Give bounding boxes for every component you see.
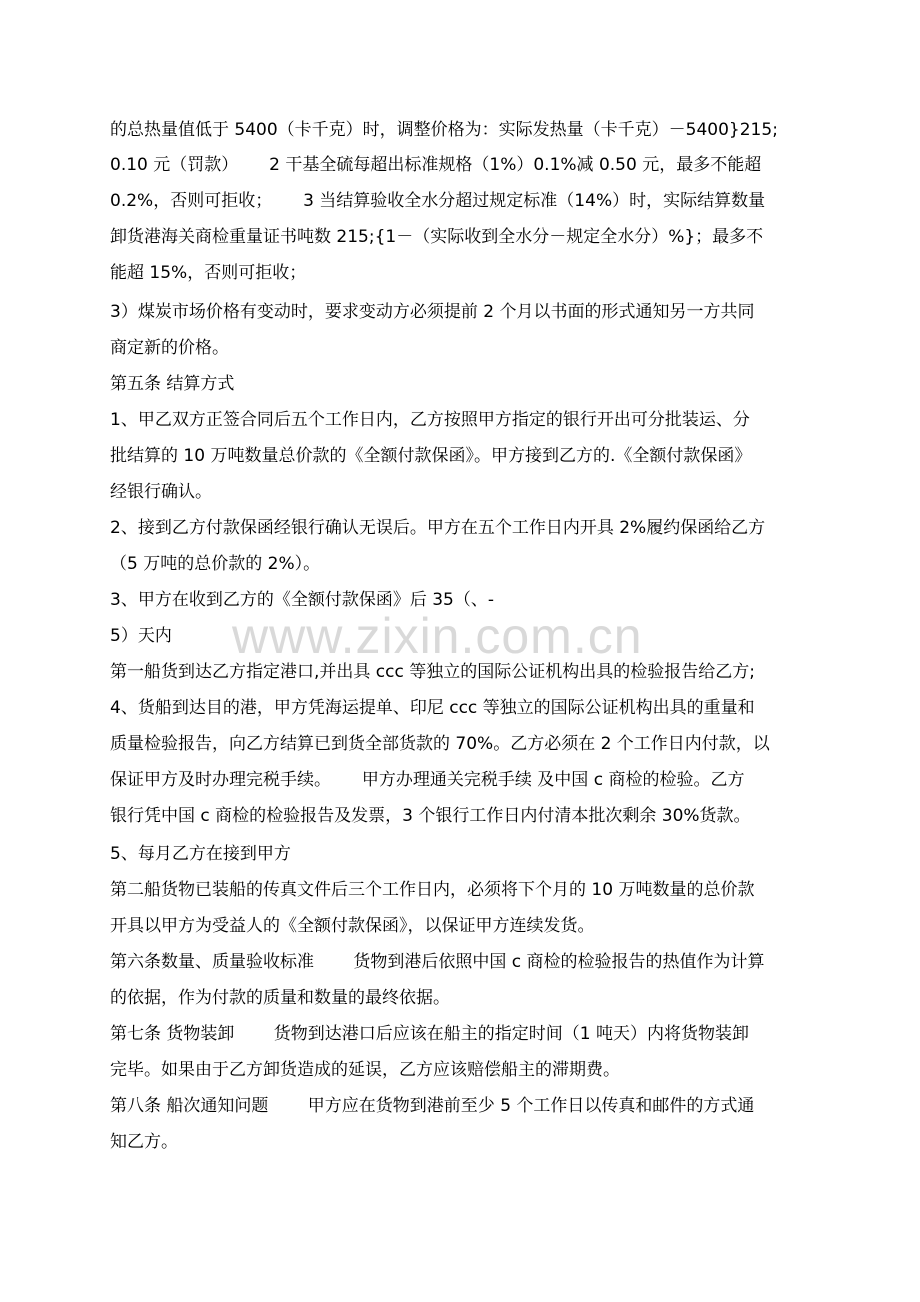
- text-line: 3）煤炭市场价格有变动时，要求变动方必须提前 2 个月以书面的形式通知另一方共同: [110, 302, 755, 322]
- watermark: www.zixin.com.cn: [232, 608, 643, 664]
- text-line: 银行凭中国 c 商检的检验报告及发票，3 个银行工作日内付清本批次剩余 30%货款。: [110, 806, 751, 826]
- text-line: 完毕。如果由于乙方卸货造成的延误，乙方应该赔偿船主的滞期费。: [110, 1060, 620, 1080]
- text-line: 保证甲方及时办理完税手续。 甲方办理通关完税手续 及中国 c 商检的检验。乙方: [110, 770, 745, 790]
- text-line: 的依据，作为付款的质量和数量的最终依据。: [110, 988, 450, 1008]
- text-line: 经银行确认。: [110, 482, 212, 502]
- text-line: 0.2%，否则可拒收； 3 当结算验收全水分超过规定标准（14%）时，实际结算数量: [110, 191, 766, 211]
- text-line: 知乙方。: [110, 1132, 178, 1152]
- text-line: 5）天内: [110, 626, 172, 646]
- text-line: 4、货船到达目的港，甲方凭海运提单、印尼 ccc 等独立的国际公证机构出具的重量和: [110, 698, 755, 718]
- section-heading: 第六条数量、质量验收标准 货物到港后依照中国 c 商检的检验报告的热值作为计算: [110, 952, 765, 972]
- section-heading: 第八条 船次通知问题 甲方应在货物到港前至少 5 个工作日以传真和邮件的方式通: [110, 1096, 755, 1116]
- text-line: 1、甲乙双方正签合同后五个工作日内，乙方按照甲方指定的银行开出可分批装运、分: [110, 410, 750, 430]
- text-line: 质量检验报告，向乙方结算已到货全部货款的 70%。乙方必须在 2 个工作日内付款，以: [110, 734, 770, 754]
- text-line: 5、每月乙方在接到甲方: [110, 844, 291, 864]
- text-line: 的总热量值低于 5400（卡千克）时，调整价格为：实际发热量（卡千克）－5400}215;: [110, 120, 778, 140]
- text-line: 批结算的 10 万吨数量总价款的《全额付款保函》。甲方接到乙方的.《全额付款保函》: [110, 446, 752, 466]
- text-line: 开具以甲方为受益人的《全额付款保函》，以保证甲方连续发货。: [110, 916, 595, 936]
- text-line: 卸货港海关商检重量证书吨数 215;{1－（实际收到全水分－规定全水分）%}；最多不: [110, 227, 764, 247]
- text-line: 2、接到乙方付款保函经银行确认无误后。甲方在五个工作日内开具 2%履约保函给乙方: [110, 518, 766, 538]
- text-line: 3、甲方在收到乙方的《全额付款保函》后 35（、-: [110, 590, 494, 610]
- text-line: （5 万吨的总价款的 2%）。: [110, 554, 321, 574]
- text-line: 第二船货物已装船的传真文件后三个工作日内，必须将下个月的 10 万吨数量的总价款: [110, 880, 755, 900]
- text-line: 能超 15%，否则可拒收；: [110, 263, 307, 283]
- text-line: 0.10 元（罚款） 2 干基全硫每超出标准规格（1%）0.1%减 0.50 元，最多不能超: [110, 155, 762, 175]
- text-line: 商定新的价格。: [110, 338, 229, 358]
- section-heading: 第七条 货物装卸 货物到达港口后应该在船主的指定时间（1 吨天）内将货物装卸: [110, 1024, 750, 1044]
- text-line: 第一船货到达乙方指定港口,并出具 ccc 等独立的国际公证机构出具的检验报告给乙方;: [110, 662, 755, 682]
- section-heading: 第五条 结算方式: [110, 374, 235, 394]
